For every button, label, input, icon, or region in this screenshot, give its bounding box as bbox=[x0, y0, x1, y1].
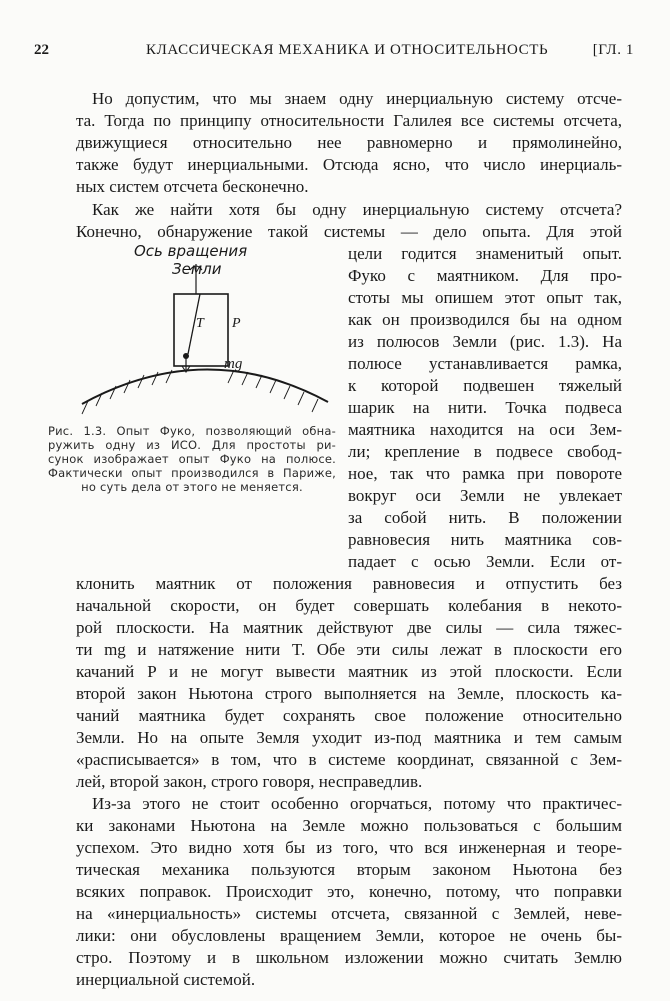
figure-caption-line: сунок изображает опыт Фуко на полюсе. bbox=[48, 452, 336, 466]
text-line: ти mg и натяжение нити T. Обе эти силы лежат в плоскости его bbox=[76, 640, 622, 659]
text-line: из полюсов Земли (рис. 1.3). На bbox=[348, 332, 622, 351]
text-line: начальной скорости, он будет совершать колебания в некото- bbox=[76, 596, 622, 615]
text-line: цели годится знаменитый опыт. bbox=[348, 244, 622, 263]
text-line: рой плоскости. На маятник действуют две силы — сила тяжес- bbox=[76, 618, 622, 637]
text-line: маятника находится на оси Зем- bbox=[348, 420, 622, 439]
text-line: Фуко с маятником. Для про- bbox=[348, 266, 622, 285]
text-line: ки законами Ньютона на Земле можно пользоваться с большим bbox=[76, 816, 622, 835]
text-line: к которой подвешен тяжелый bbox=[348, 376, 622, 395]
earth-surface bbox=[82, 369, 328, 404]
axis-label-earth: Земли bbox=[172, 260, 222, 278]
text-line: лики: они обусловлены вращением Земли, которое не очень бы- bbox=[76, 926, 622, 945]
text-line: движущиеся относительно нее равномерно и прямолинейно, bbox=[76, 133, 622, 152]
text-line: полюсе устанавливается рамка, bbox=[348, 354, 622, 373]
text-line: инерциальной системой. bbox=[76, 970, 256, 989]
text-line: также будут инерциальными. Отсюда ясно, что число инерциаль- bbox=[76, 155, 622, 174]
text-line: Как же найти хотя бы одну инерциальную систему отсчета? bbox=[92, 200, 622, 219]
text-line: на «инерциальность» системы отсчета, связанной с Землей, неве- bbox=[76, 904, 622, 923]
axis-label: Ось вращения bbox=[134, 242, 248, 260]
text-line: равновесия нить маятника сов- bbox=[348, 530, 622, 549]
figure-caption-line: Рис. 1.3. Опыт Фуко, позволяющий обна- bbox=[48, 424, 336, 438]
earth-hatching bbox=[82, 370, 318, 414]
text-line: как он производился бы на одном bbox=[348, 310, 622, 329]
text-line: падает с осью Земли. Если от- bbox=[348, 552, 622, 571]
running-title: КЛАССИЧЕСКАЯ МЕХАНИКА И ОТНОСИТЕЛЬНОСТЬ bbox=[146, 42, 549, 58]
running-header bbox=[34, 42, 634, 66]
text-line: лей, второй закон, строго говоря, несправедлив. bbox=[76, 772, 423, 791]
text-line: тическая механика пользуются вторым законом Ньютона без bbox=[76, 860, 622, 879]
text-line: за собой нить. В положении bbox=[348, 508, 622, 527]
plane-label: P bbox=[232, 316, 241, 331]
text-line: ное, так что рамка при повороте bbox=[348, 464, 622, 483]
text-line: Земли. Но на опыте Земля уходит из-под маятника и тем самым bbox=[76, 728, 622, 747]
text-line: «расписывается» в том, что в системе координат, связанной с Зем- bbox=[76, 750, 622, 769]
figure-caption-line: но суть дела от этого не меняется. bbox=[81, 480, 303, 494]
text-line: второй закон Ньютона строго выполняется на Земле, плоскость ка- bbox=[76, 684, 622, 703]
text-line: шарик на нити. Точка подвеса bbox=[348, 398, 622, 417]
text-line: клонить маятник от положения равновесия и отпустить без bbox=[76, 574, 622, 593]
text-line: качаний P и не могут вывести маятник из этой плоскости. Если bbox=[76, 662, 622, 681]
gravity-label: mg bbox=[224, 356, 243, 372]
text-line: Из-за этого не стоит особенно огорчаться, потому что практичес- bbox=[92, 794, 622, 813]
text-line: стоты мы опишем этот опыт так, bbox=[348, 288, 622, 307]
text-line: стро. Поэтому и в школьном изложении можно считать Землю bbox=[76, 948, 622, 967]
text-line: Конечно, обнаружение такой системы — дело опыта. Для этой bbox=[76, 222, 622, 241]
text-line: всяких поправок. Происходит это, конечно, потому, что поправки bbox=[76, 882, 622, 901]
figure-foucault-pendulum bbox=[78, 236, 340, 428]
text-line: вокруг оси Земли не увлекает bbox=[348, 486, 622, 505]
text-line: ных систем отсчета бесконечно. bbox=[76, 177, 309, 196]
tension-label: T bbox=[196, 316, 204, 331]
text-line: чаний маятника будет сохранять свое положение относительно bbox=[76, 706, 622, 725]
figure-caption-line: Фактически опыт производился в Париже, bbox=[48, 466, 336, 480]
page-number: 22 bbox=[34, 42, 49, 58]
chapter-marker: [ГЛ. 1 bbox=[592, 42, 634, 58]
text-line: Но допустим, что мы знаем одну инерциальную систему отсче- bbox=[92, 89, 622, 108]
text-line: та. Тогда по принципу относительности Галилея все системы отсчета, bbox=[76, 111, 622, 130]
text-line: успехом. Это видно хотя бы из того, что вся инженерная и теоре- bbox=[76, 838, 622, 857]
figure-caption-line: ружить одну из ИСО. Для простоты ри- bbox=[48, 438, 336, 452]
text-line: ли; крепление в подвесе свобод- bbox=[348, 442, 622, 461]
